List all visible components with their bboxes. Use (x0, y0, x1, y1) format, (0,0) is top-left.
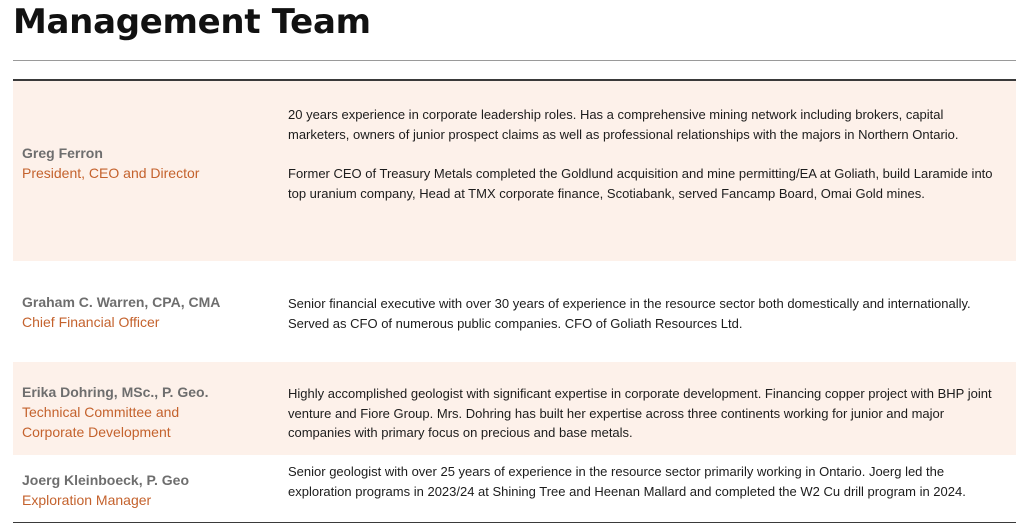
bio-paragraph: 20 years experience in corporate leadership roles. Has a comprehensive mining network including brokers, capital marketers, owners of junior prospect claims as well as professional relationships with the majors in Northern Ontario. (288, 107, 959, 142)
person-role: Technical Committee and (22, 404, 180, 420)
page-title: Management Team (13, 2, 371, 42)
team-row (13, 362, 1016, 455)
person-bio (288, 384, 1008, 443)
person-role: Corporate Development (22, 424, 171, 440)
person-cell (22, 382, 262, 442)
person-role: President, CEO and Director (22, 165, 200, 181)
person-cell (22, 143, 262, 183)
team-row (13, 266, 1016, 355)
person-bio (288, 105, 1008, 203)
person-bio (288, 462, 1008, 501)
person-cell (22, 292, 262, 332)
bio-paragraph: Senior financial executive with over 30 years of experience in the resource sector both domestically and internationally. Served as CFO of numerous public companies. CFO of Goliath Resources Ltd. (288, 296, 971, 331)
person-name: Graham C. Warren, CPA, CMA (22, 294, 221, 310)
team-row (13, 81, 1016, 261)
person-bio (288, 294, 1008, 333)
person-role: Chief Financial Officer (22, 314, 160, 330)
person-cell (22, 470, 262, 510)
person-name: Erika Dohring, MSc., P. Geo. (22, 384, 209, 400)
bio-paragraph: Senior geologist with over 25 years of experience in the resource sector primarily working in Ontario. Joerg led the exploration programs in 2023/24 at Shining Tree and Heenan Mallard and completed the W2 Cu drill program in 2024. (288, 464, 966, 499)
person-name: Greg Ferron (22, 145, 103, 161)
person-role: Exploration Manager (22, 492, 152, 508)
team-row (13, 458, 1016, 522)
table-bottom-divider (13, 522, 1016, 523)
bio-paragraph: Highly accomplished geologist with significant expertise in corporate development. Financing copper project with BHP joint venture and Fiore Group. Mrs. Dohring has built her expertise across three continents working for junior and major companies with primary focus on precious and base metals. (288, 386, 992, 440)
bio-paragraph: Former CEO of Treasury Metals completed the Goldlund acquisition and mine permitting/EA at Goliath, build Laramide into top uranium company, Head at TMX corporate finance, Scotiabank, served Fancamp Board, Omai Gold mines. (288, 166, 993, 201)
title-divider (13, 60, 1016, 61)
person-name: Joerg Kleinboeck, P. Geo (22, 472, 190, 488)
